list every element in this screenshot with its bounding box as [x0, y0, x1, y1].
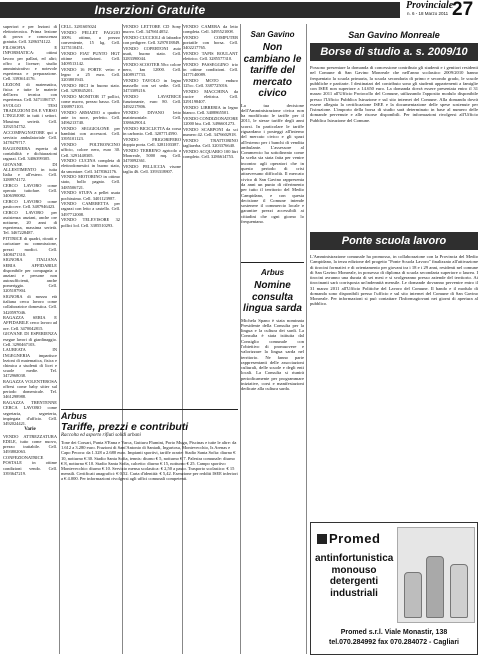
classified-ad: SIGNORA ITALIANA SERIA AFFIDABILE disponibile per compagnia a anziani e persone non autosufficienti, anche pomeriggio. Cell. 3205187904.: [3, 257, 57, 294]
product-bottles-image: [397, 527, 475, 623]
article-body-ponte: L'Amministrazione comunale ha promosso, in collaborazione con la Provincia del Medio Campidano, la terza edizione del progetto "Ponte Scuola Lavoro" finalizzato all'attivazione di tirocini formativi e di orientamento per giovani tra i 18 e i 29 anni, residenti nel comune di San Gavino Monreale, in possesso di diploma di scuola secondaria superiore o laurea. I tirocini avranno una durata di sei mesi e si svolgeranno presso aziende del territorio. Ai tirocinanti sarà corrisposta un'indennità mensile. Le domande dovranno pervenire entro il 31 marzo 2011 all'Ufficio Politiche del Lavoro del Comune. Il bando e il modulo di domanda sono disponibili presso l'ufficio e sul sito internet del Comune di San Gavino Monreale. Per informazioni si può contattare l'Informagiovani nei giorni di apertura al pubblico.: [310, 254, 478, 307]
article-tariffe: [61, 411, 238, 655]
classified-ad: VENDO BICI in buono stato. Cell. 3293845201.: [61, 83, 120, 94]
classified-ad: superiori e per lezioni di elettrotecnica. Prima lezione di prova e conoscenza gratuita. Cell. 3286374122.: [3, 24, 57, 45]
issue-date: n. 6 - 18 Marzo 2011: [407, 11, 449, 16]
section-divider: [241, 262, 304, 263]
headline-box-borse-di-studio: Borse di studio a. s. 2009/10: [310, 43, 478, 61]
bottle-icon: [404, 572, 422, 618]
classified-ad: VENDO SCARPONI da sci numero 42. Cell. 3476602918.: [183, 126, 238, 137]
article-place: Arbus: [260, 268, 285, 277]
classified-ad: VENDO CUCINA completa di elettrodomestici in buono stato, da smontare. Cell. 3478362176.: [61, 158, 120, 174]
classified-ad: VENDO TRATTORINO tagliaerba. Cell. 3203376640.: [183, 137, 238, 148]
article-body: Tone dei Corsari, Punta S'Enna e Varca, Gutturu Flumini, Porto Mugu, Piscinas e tutte le altre: da 1.612 a 3.280 euro. Frazioni di Sant'Antonio di Santadi, Ingurtosu, Montevecchio, Is Arenas e Capo Pecora: da 1.328 a 2.680 euro. Impianti sportivi, tariffe orarie: Stadio Santa Sofia: diurno € 10, notturno € 30. Stadio Santa Sofia, tennis: diurno € 5, notturno € 7. Palestra comunale: diurno € 8, notturno € 10. Stadio Santa Sofia, calcetto: diurno € 15, notturno € 25. Campo sportivo Montevecchio: diurno € 10. Servizio mensa scolastica: € 2,50 a pasto. Trasporto scolastico: € 15 mensili. Certificati anagrafici: € 0,52. Carta d'identità: € 5,42. Esenzione per redditi ISEE inferiori a € 4.000. Per informazioni rivolgersi agli uffici comunali competenti.: [61, 440, 238, 482]
classified-ad: VENDO TERRENO agricolo a Monreale, 5000 mq. Cell. 3470092361.: [123, 147, 181, 164]
classified-ad: VENDO SCOOTER 50cc colore nero, km 12000. Cell. 3408917733.: [123, 61, 181, 78]
classified-ad: CONFEZIONATRICE POSTALE in ottime condizioni vendo. Cell. 3393647219.: [3, 455, 57, 476]
classified-ad: VENDO FIAT PUNTO HGT ottime condizioni. Cell. 3409513142.: [61, 50, 120, 67]
classified-ad: VENDO TAPIS ROULANT elettrico. Cell. 3285577310.: [183, 50, 238, 62]
section-heading-varie: Varie: [24, 426, 36, 432]
ad-phone: tel.070.284992 fax 070.284072 - Cagliari: [329, 639, 459, 646]
classified-ad: VENDO MACCHINA da cucire elettrica. Cell. 3291198407.: [183, 88, 238, 105]
page-header: [0, 0, 482, 22]
classified-ad: CELL. 3281605024: [61, 24, 97, 29]
classified-ad: VENDO ACQUARIO 100 litri completo. Cell. 3286614753.: [183, 148, 238, 159]
article-place: San Gavino Monreale: [348, 30, 440, 40]
article-place: Arbus: [61, 411, 88, 421]
ad-list: [3, 24, 57, 426]
classified-ad: VENDO LAVATRICE funzionante, euro 80. Cell. 3492217806.: [123, 94, 181, 110]
classified-ad: VENDO LETTORE CD Sony nuovo. Cell. 3476614052.: [123, 24, 181, 35]
promed-logo: Promed: [317, 531, 380, 546]
classified-ad: SIGNORA di mezza età italiana cerca lavoro come collaboratrice domestica. Cell. 3420597046.: [3, 294, 57, 315]
classified-ad: VENDO FRIGORIFERO doppia porta. Cell. 3281103387.: [123, 137, 181, 148]
classified-ad: CERCO LAVORO per assistenza anziani, anche ore notturne, 20 anni di esperienza, massima serietà. Tel. 3467228487.: [3, 209, 57, 236]
ad-slogan: antinfortunistica monouso detergenti industriali: [315, 553, 394, 599]
classifieds-column-2: [61, 24, 120, 432]
classified-ad: VENDO PELLICCIA visone taglia 46. Cell. 3393318807.: [123, 164, 181, 175]
article-title: Non cambiano le tariffe del mercato civico: [243, 42, 302, 99]
page-number: 27: [452, 0, 474, 20]
column-rule: [240, 24, 241, 654]
article-consulta-lingua-sarda: [241, 268, 304, 654]
column-rule: [59, 24, 60, 654]
classified-ad: RAGAZZA VOLENTEROSA offresi come baby sitter sul periodo domenicale. Tel. 3461298988.: [3, 378, 57, 400]
classified-ad: VENDO 16 PORTE vetro e legno a 25 euro. Cell. 3203801943.: [61, 67, 120, 83]
bottle-icon: [450, 564, 468, 618]
classified-ad: VENDO TAVOLO in legno massello con sei sedie. Cell. 3473309216.: [123, 77, 181, 94]
classified-ad: SVOLGO TESI TRADUZIONI DA E VERSO L'INGLESE in tutti i settori. Massima serietà. Cell. 3292154752.: [3, 103, 57, 129]
classifieds-column-3: [123, 24, 181, 432]
classified-ad: VENDO POLTRONCINO ufficio, colore nero, euro 30. Cell. 3291448305.: [61, 142, 120, 158]
classified-ad: GIOVANE DI ESPERIENZA esegue lavori di giardinaggio. Cell. 3290467103.: [3, 331, 57, 347]
article-body: La tua decisione dell'Amministrazione civica non ha modificato le tariffe per il 2011, le stesse tariffe degli anni scorsi. In particolare le tariffe riguardano i posteggi all'interno del mercato civico e gli spazi all'esterno per i banchi di vendita ambulante. L'assessore al Commercio ha sottolineato come la scelta sia stata fatta per venire incontro agli operatori che in questo periodo di crisi attraversano difficoltà. Il mercato civico di San Gavino rappresenta da anni un punto di riferimento per tutto il territorio del Medio Campidano, e con questa decisione il Comune intende sostenere il commercio locale e garantire prezzi accessibili ai cittadini che ogni giorno lo frequentano.: [241, 102, 304, 225]
bottle-icon: [426, 556, 444, 618]
classified-ad: RAGAZZA TRENTENNE CERCA LAVORO come segretaria, segreteria, impiegata d'ufficio. Cell. 3492024421.: [3, 400, 57, 426]
classified-ad: PITTRICE di quadri, ritratti e caricature su commissione, prezzi modici. Cell. 3408471310.: [3, 236, 57, 257]
classified-ad: CERCO LAVORO come operaio tuttofare. Cell. 3406390082.: [3, 182, 57, 199]
classified-ad: VENDO CAMERA da letto completa. Cell. 3495521008.: [183, 24, 238, 35]
classified-ad: VENDO LIBRERIA in legno bianco. Cell. 3408865501.: [183, 104, 238, 116]
classified-ad: VENDO STUFA a pellet usata pochissimo. Cell. 3401123987.: [61, 190, 120, 201]
classified-ad: VENDO DIVANO letto matrimoniale. Cell. 3386629014.: [123, 110, 181, 126]
section-title: Inserzioni Gratuite: [94, 3, 206, 17]
classified-ad: VENDO ARMADIO a quattro ante in noce, perfetto. Cell. 3496213740.: [61, 110, 120, 126]
section-divider: [61, 409, 238, 410]
classified-ad: RAGAZZA SERIA E AFFIDABILE cerco lavoro ad ore. Cell. 3470042815.: [3, 315, 57, 331]
classifieds-column-4: [183, 24, 238, 432]
article-body-borse: Possono presentare la domanda di concessione contributo gli studenti e i genitori residenti nel Comune di San Gavino Monreale che nell'anno scolastico 2009/2010 hanno frequentato la scuola primaria, la scuola secondaria di primo e secondo grado, le scuole pubbliche e paritarie. I destinatari del contributo sono gli studenti appartenenti a famiglie con ISEE non superiore a 14.650 euro. La domanda dovrà essere presentata entro il 31 marzo 2011 all'Ufficio Protocollo del Comune, utilizzando l'apposito modulo disponibile presso l'Ufficio Pubblica Istruzione e sul sito internet del Comune. Alla domanda dovrà essere allegata la certificazione ISEE e la documentazione delle spese sostenute per l'istruzione. L'importo della borsa di studio sarà determinato in base al numero delle domande pervenute e alle risorse disponibili. Per informazioni rivolgersi all'Ufficio Pubblica Istruzione del Comune.: [310, 65, 478, 123]
classified-ad: VENDO SEGGIOLONE per bambini con accessori. Cell. 3395101123.: [61, 126, 120, 142]
promed-advertisement[interactable]: [310, 522, 478, 655]
classified-ad: FILOSOFIA E INFORMATICA: ottimi lavoro per pallari, ed altri; offro a licenze; studio amministrativo e notevole esperienza e preparazione. Cell. 3393614176.: [3, 45, 57, 82]
classifieds-column-1: [3, 24, 57, 654]
ad-address: Promed s.r.l. Viale Monastir, 138: [340, 629, 448, 636]
classified-ad: VENDO ATTREZZATURA EDILE, tutto come nuovo, prezzo trattabile. Cell. 3493802063.: [3, 433, 57, 455]
newspaper-logo: Provinciale: [406, 0, 454, 11]
column-rule: [306, 24, 307, 654]
classified-ad: VENDO MOTORINO in ottimo stato, bollo pagato. Cell. 3485506721.: [61, 174, 120, 190]
article-subtitle: Raccolta ed asporto rifiuti solidi urbani: [61, 433, 141, 438]
classified-ad: VENDO COPERTONI auto usati, buono stato. Cell. 3283390044.: [123, 45, 181, 62]
article-place: San Gavino: [250, 30, 295, 39]
ad-contact: [311, 624, 477, 654]
classified-ad: LEZIONI di matematica, fisica e tutte le materie dell'area tecnica con esperienza. Cell. 3471186737.: [3, 81, 57, 103]
headline-box-ponte-scuola-lavoro: Ponte scuola lavoro: [310, 232, 478, 250]
article-title: Nomine consulta lingua sarda: [243, 280, 302, 314]
article-body: Michela Spano è stata nominata Presidente della Consulta per la lingua e la cultura dei sardi. La Consulta è stata istituita dal Consiglio comunale con l'obiettivo di promuovere e valorizzare la lingua sarda nel territorio. Ne fanno parte rappresentanti delle associazioni culturali, delle scuole e degli enti locali. La Consulta si riunirà periodicamente per programmare iniziative, corsi e manifestazioni dedicate alla cultura sarda.: [241, 317, 304, 392]
classified-ad: VENDO MOTO enduro 125cc. Cell. 3387725016.: [183, 77, 238, 89]
classified-ad: VENDO TELEVISORE 32 pollici lcd. Cell. 3385510293.: [61, 217, 120, 228]
classified-ad: VENDO CAMERETTA per ragazzi con letto a castello. Cell. 3497712008.: [61, 201, 120, 217]
classified-ad: LAUREATA IN INGEGNERIA impartisce lezioni di matematica, fisica e chimica a studenti di licei e scuole medie. Tel. 3472968038.: [3, 347, 57, 379]
article-title: Tariffe, prezzi e contributi: [61, 421, 189, 433]
classified-ad: RAGIONIERA esperta di contabilità e dichiarazioni ragazzi. Cell. 3406399305.: [3, 145, 57, 161]
classified-ad: ACCOMPAGNATORE qui a servizio ambulatoriale Cell. 3478479717.: [3, 129, 57, 145]
classified-ad: GIOVANE DI ALLESTIMENTO in tutta Italia e all'estero. Cell. 3288974172.: [3, 161, 57, 183]
logo-mark-icon: [317, 534, 327, 544]
classified-ad: VENDO PASSEGGINO trio in ottime condizioni. Cell. 3477140089.: [183, 61, 238, 78]
classified-ad: VENDO MONITOR 17 pollici, come nuovo, prezzo basso. Cell. 3388971103.: [61, 94, 120, 110]
classified-ad: CERCO LAVORO come pasticcere. Cell. 3487946423.: [3, 198, 57, 210]
classified-ad: VENDO BICICLETTA da corsa in carbonio. Cell. 3207714590.: [123, 126, 181, 137]
classified-ad: VENDO CONDIZIONATORE 12000 btu. Cell. 3496601273.: [183, 115, 238, 126]
classified-ad: VENDO COMPUTER portatile con borsa. Cell. 3402217765.: [183, 34, 238, 51]
classified-ad: VENDO PELLET FAGGIO 100% ottimo, a prezzo conveniente, 15 kg. Cell. 3275110451.: [61, 29, 120, 51]
classified-ad: VENDO CUCCIOLI di labrador con pedigree. Cell. 3297018849.: [123, 34, 181, 46]
